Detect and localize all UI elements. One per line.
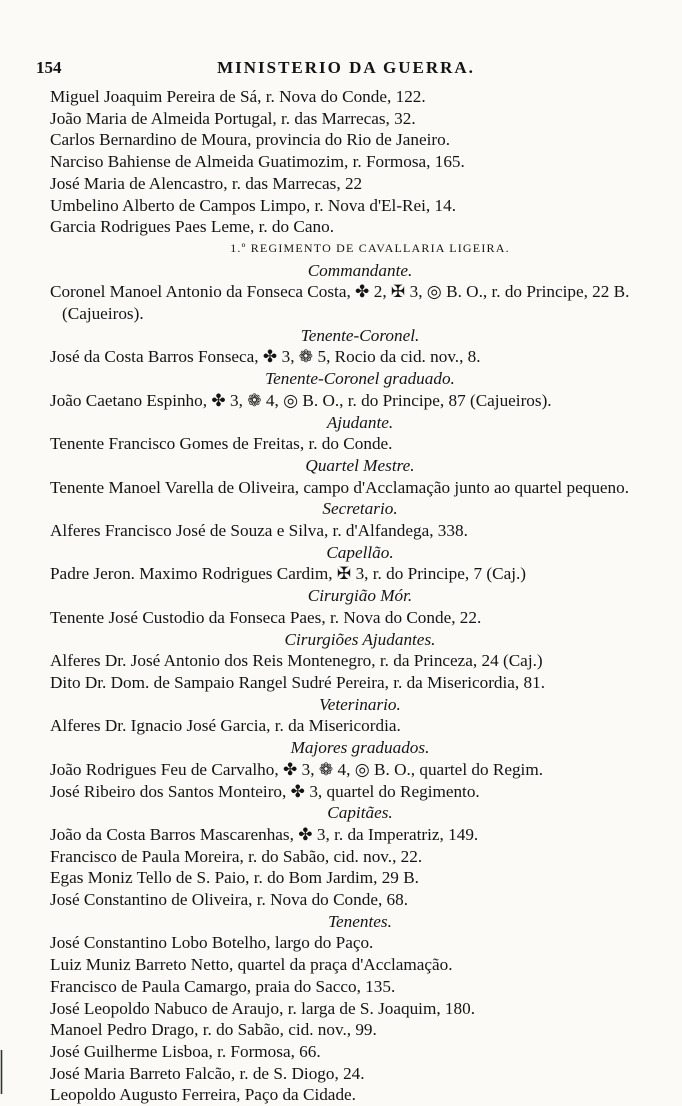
directory-entry: José Ribeiro dos Santos Monteiro, ✤ 3, quartel do Regimento. [50,781,480,801]
directory-entry: Luiz Muniz Barreto Netto, quartel da praça d'Acclamação. [50,955,453,975]
running-title: MINISTERIO DA GUERRA. [217,58,475,77]
rank-heading: Cirurgiões Ajudantes. [284,629,436,649]
directory-entry: Francisco de Paula Moreira, r. do Sabão, cid. nov., 22. [50,846,423,866]
directory-entry: Alferes Dr. Ignacio José Garcia, r. da Misericordia. [50,716,401,736]
section-title: 1.º REGIMENTO DE CAVALLARIA LIGEIRA. [230,240,510,255]
directory-entry: Francisco de Paula Camargo, praia do Sacco, 135. [50,976,396,996]
rank-heading: Capellão. [326,542,394,562]
rank-heading: Capitães. [327,803,393,823]
rank-heading: Quartel Mestre. [305,455,415,475]
rank-heading: Commandante. [307,260,413,280]
directory-entry: Tenente Francisco Gomes de Freitas, r. do Conde. [50,434,393,454]
directory-entry: José Constantino Lobo Botelho, largo do Paço. [50,933,374,953]
rank-heading: Secretario. [322,499,398,519]
rank-heading: Tenente-Coronel. [300,325,420,345]
directory-entry: João Rodrigues Feu de Carvalho, ✤ 3, ❁ 4, ◎ B. O., quartel do Regim. [50,759,543,779]
margin-ink-mark [0,1050,3,1094]
directory-entry: Dito Dr. Dom. de Sampaio Rangel Sudré Pereira, r. da Misericordia, 81. [50,672,545,692]
directory-entry: Leopoldo Augusto Ferreira, Paço da Cidade. [50,1085,356,1105]
directory-entry: João da Costa Barros Mascarenhas, ✤ 3, r. da Imperatriz, 149. [50,824,479,844]
directory-entry: José da Costa Barros Fonseca, ✤ 3, ❁ 5, Rocio da cid. nov., 8. [50,347,481,367]
directory-entry: Umbelino Alberto de Campos Limpo, r. Nova d'El-Rei, 14. [50,195,456,215]
rank-heading: Cirurgião Mór. [307,586,413,606]
directory-entry: José Constantino de Oliveira, r. Nova do Conde, 68. [50,890,409,910]
directory-listing [50,86,630,1106]
directory-entry: José Leopoldo Nabuco de Araujo, r. larga de S. Joaquim, 180. [50,998,475,1018]
directory-entry: Alferes Dr. José Antonio dos Reis Montenegro, r. da Princeza, 24 (Caj.) [50,651,543,671]
rank-heading: Tenente-Coronel graduado. [265,369,455,389]
directory-entry: Tenente José Custodio da Fonseca Paes, r. Nova do Conde, 22. [50,607,482,627]
directory-entry: Coronel Manoel Antonio da Fonseca Costa, ✤ 2, ✠ 3, ◎ B. O., r. do Principe, 22 B. (Cajueiros). [50,282,630,324]
directory-entry: João Maria de Almeida Portugal, r. das Marrecas, 32. [50,108,416,128]
directory-entry: José Maria de Alencastro, r. das Marrecas, 22 [50,173,363,193]
directory-entry: Tenente Manoel Varella de Oliveira, campo d'Acclamação junto ao quartel pequeno. [50,477,630,497]
directory-entry: Alferes Francisco José de Souza e Silva, r. d'Alfandega, 338. [50,521,468,541]
directory-entry: Egas Moniz Tello de S. Paio, r. do Bom Jardim, 29 B. [50,868,419,888]
directory-entry: José Maria Barreto Falcão, r. de S. Diogo, 24. [50,1063,365,1083]
directory-entry: Carlos Bernardino de Moura, provincia do Rio de Janeiro. [50,130,450,150]
directory-entry: Padre Jeron. Maximo Rodrigues Cardim, ✠ 3, r. do Principe, 7 (Caj.) [50,564,527,584]
rank-heading: Tenentes. [328,911,392,931]
directory-entry: Manoel Pedro Drago, r. do Sabão, cid. nov., 99. [50,1020,377,1040]
directory-entry: José Guilherme Lisboa, r. Formosa, 66. [50,1041,321,1061]
page-header [36,58,656,82]
page-number: 154 [36,58,62,77]
directory-entry: Garcia Rodrigues Paes Leme, r. do Cano. [50,217,334,237]
rank-heading: Ajudante. [326,412,394,432]
rank-heading: Majores graduados. [290,738,430,758]
rank-heading: Veterinario. [319,694,401,714]
directory-entry: João Caetano Espinho, ✤ 3, ❁ 4, ◎ B. O., r. do Principe, 87 (Cajueiros). [50,390,552,410]
directory-entry: Narciso Bahiense de Almeida Guatimozim, r. Formosa, 165. [50,152,465,172]
directory-entry: Miguel Joaquim Pereira de Sá, r. Nova do Conde, 122. [50,87,426,106]
